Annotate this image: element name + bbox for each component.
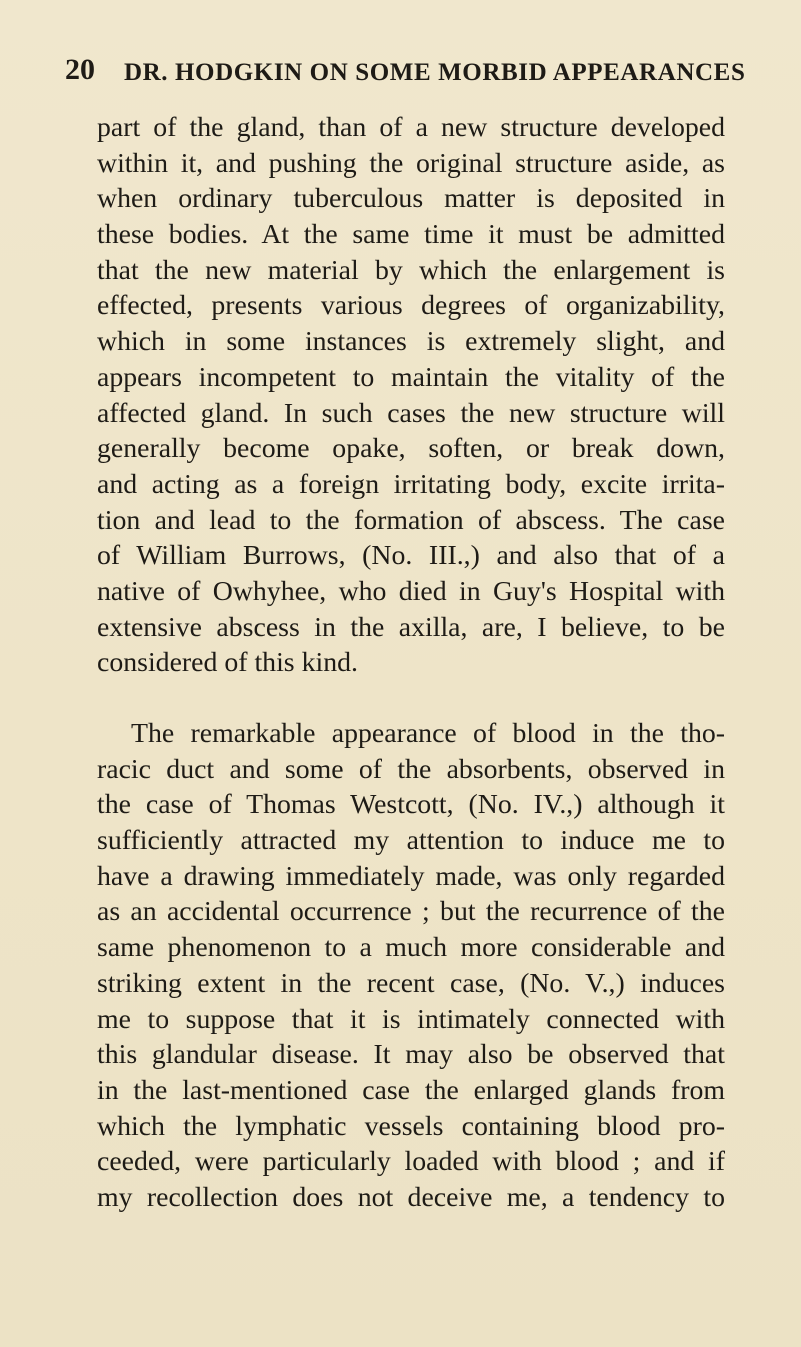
text-line: have a drawing immediately made, was only regarded: [97, 860, 725, 892]
paragraph-1: [97, 110, 725, 681]
text-line: affected gland. In such cases the new structure will: [97, 397, 725, 429]
text-line: native of Owhyhee, who died in Guy's Hospital with: [97, 575, 725, 607]
paragraph-2: [97, 716, 725, 1216]
text-line: striking extent in the recent case, (No. V.,) induces: [97, 967, 725, 999]
text-line: within it, and pushing the original structure aside, as: [97, 147, 725, 179]
text-line: which the lymphatic vessels containing blood pro-: [97, 1110, 725, 1142]
text-line: part of the gland, than of a new structure developed: [97, 112, 725, 143]
running-title: DR. HODGKIN ON SOME MORBID APPEARANCES: [124, 59, 746, 86]
text-line: racic duct and some of the absorbents, observed in: [97, 753, 725, 785]
text-line: my recollection does not deceive me, a tendency to: [97, 1181, 725, 1213]
text-line: sufficiently attracted my attention to induce me to: [97, 825, 725, 857]
text-line: effected, presents various degrees of organizability,: [97, 290, 725, 322]
text-line: considered of this kind.: [97, 647, 358, 679]
text-line: tion and lead to the formation of abscess. The case: [97, 504, 725, 536]
text-line: me to suppose that it is intimately connected with: [97, 1003, 725, 1035]
text-line: when ordinary tuberculous matter is deposited in: [97, 183, 725, 215]
text-line: extensive abscess in the axilla, are, I believe, to be: [97, 611, 725, 643]
text-line: the case of Thomas Westcott, (No. IV.,) although it: [97, 789, 725, 821]
running-head: [0, 0, 801, 100]
text-line: The remarkable appearance of blood in the tho-: [131, 718, 725, 749]
page-number: 20: [65, 53, 95, 86]
text-line: ceeded, were particularly loaded with blood ; and if: [97, 1146, 725, 1178]
text-line: appears incompetent to maintain the vitality of the: [97, 361, 725, 393]
body-text: [97, 110, 725, 1216]
text-line: and acting as a foreign irritating body, excite irrita-: [97, 468, 725, 500]
text-line: generally become opake, soften, or break down,: [97, 433, 725, 465]
text-line: as an accidental occurrence ; but the recurrence of the: [97, 896, 725, 928]
text-line: these bodies. At the same time it must be admitted: [97, 219, 725, 251]
text-line: that the new material by which the enlargement is: [97, 254, 725, 286]
text-line: in the last-mentioned case the enlarged glands from: [97, 1074, 725, 1106]
text-line: same phenomenon to a much more considerable and: [97, 932, 725, 964]
text-line: of William Burrows, (No. III.,) and also that of a: [97, 540, 725, 572]
text-line: this glandular disease. It may also be observed that: [97, 1039, 725, 1071]
paragraph-gap: [97, 681, 725, 716]
text-line: which in some instances is extremely slight, and: [97, 326, 725, 358]
